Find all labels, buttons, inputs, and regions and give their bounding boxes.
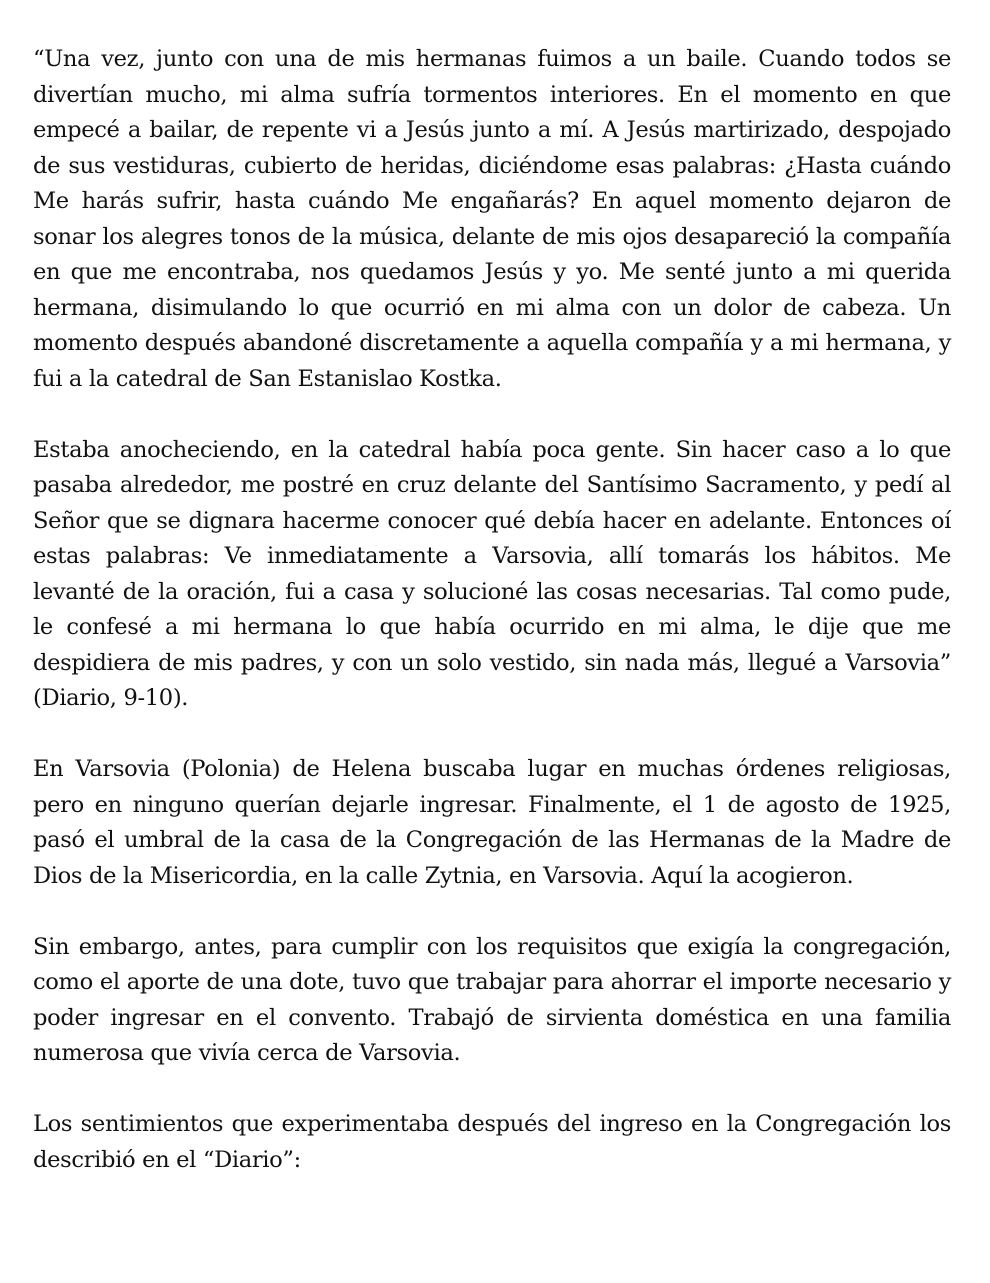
paragraph-feelings-intro: Los sentimientos que experimentaba después del ingreso en la Congregación los describió en el “Diario”: xyxy=(33,1111,951,1173)
paragraph-warsaw-arrival: En Varsovia (Polonia) de Helena buscaba lugar en muchas órdenes religiosas, pero en ninguno querían dejarle ingresar. Finalmente, el 1 de agosto de 1925, pasó el umbral de la casa de la Congregación de las Hermanas de la Madre de Dios de la Misericordia, en la calle Zytnia, en Varsovia. Aquí la acogieron. xyxy=(33,756,951,889)
paragraph-dowry-work: Sin embargo, antes, para cumplir con los requisitos que exigía la congregación, como el aporte de una dote, tuvo que trabajar para ahorrar el importe necesario y poder ingresar en el convento. Trabajó de sirvienta doméstica en una familia numerosa que vivía cerca de Varsovia. xyxy=(33,933,951,1066)
paragraph-diary-quote-dance: “Una vez, junto con una de mis hermanas fuimos a un baile. Cuando todos se divertían mucho, mi alma sufría tormentos interiores. En el momento en que empecé a bailar, de repente vi a Jesús junto a mí. A Jesús martirizado, despojado de sus vestiduras, cubierto de heridas, diciéndome esas palabras: ¿Hasta cuándo Me harás sufrir, hasta cuándo Me engañarás? En aquel momento dejaron de sonar los alegres tonos de la música, delante de mis ojos desapareció la compañía en que me encontraba, nos quedamos Jesús y yo. Me senté junto a mi querida hermana, disimulando lo que ocurrió en mi alma con un dolor de cabeza. Un momento después abandoné discretamente a aquella compañía y a mi hermana, y fui a la catedral de San Estanislao Kostka. xyxy=(33,46,951,392)
paragraph-diary-quote-cathedral: Estaba anocheciendo, en la catedral había poca gente. Sin hacer caso a lo que pasaba alrededor, me postré en cruz delante del Santísimo Sacramento, y pedí al Señor que se dignara hacerme conocer qué debía hacer en adelante. Entonces oí estas palabras: Ve inmediatamente a Varsovia, allí tomarás los hábitos. Me levanté de la oración, fui a casa y solucioné las cosas necesarias. Tal como pude, le confesé a mi hermana lo que había ocurrido en mi alma, le dije que me despidiera de mis padres, y con un solo vestido, sin nada más, llegué a Varsovia” (Diario, 9-10). xyxy=(33,436,951,711)
document-page xyxy=(33,42,951,1178)
